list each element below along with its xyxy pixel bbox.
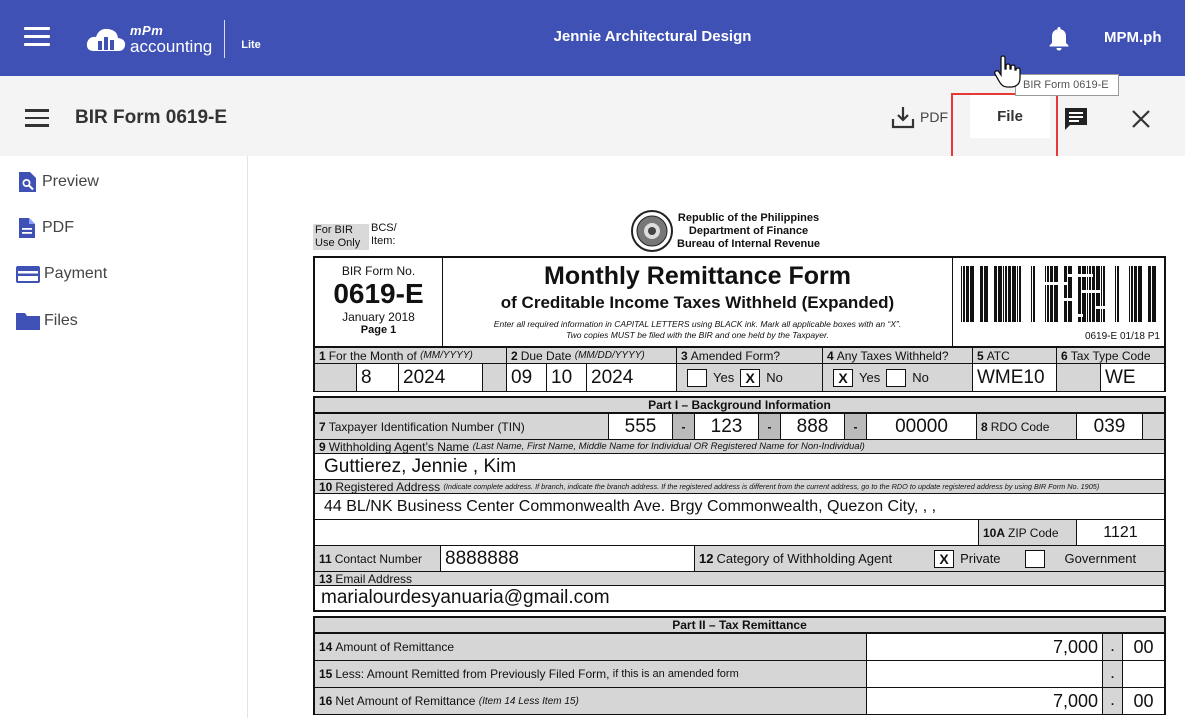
agent-name-label-row: 9 Withholding Agent’s Name (Last Name, First Name, Middle Name for Individual OR Registered Name for Non-Individual) [313, 440, 1166, 454]
tin-part-1: 555 [609, 414, 673, 439]
sidebar-item-pdf[interactable]: PDF [15, 216, 74, 240]
download-pdf-button[interactable] [890, 104, 948, 130]
brand-name: mPm accounting [130, 22, 213, 56]
amount-remittance-field: 7,000 [867, 634, 1103, 660]
net-remittance-cents: 00 [1123, 688, 1164, 714]
amended-yes-checkbox [687, 369, 707, 387]
sidebar-item-files[interactable]: Files [15, 309, 78, 333]
due-year-field: 2024 [587, 364, 677, 391]
fields-1-6-labels: 1 For the Month of (MM/YYYY) 2 Due Date (MM/DD/YYYY) 3 Amended Form? 4 Any Taxes Withheld? 5 ATC 6 Tax Type Code [313, 348, 1166, 364]
form-header [313, 208, 1166, 256]
main-menu-icon[interactable] [24, 27, 50, 47]
cloud-chart-icon [86, 25, 126, 53]
search-document-icon [15, 170, 39, 194]
amended-no-checkbox: X [740, 369, 760, 387]
bir-form-0619e [313, 208, 1166, 715]
logo-divider [224, 20, 225, 58]
tin-row: 7 Taxpayer Identification Number (TIN) 555 - 123 - 888 - 00000 8 RDO Code 039 [313, 414, 1166, 440]
fields-1-6-values [313, 364, 1166, 392]
for-bir-use: For BIR Use Only [313, 224, 369, 250]
government-checkbox [1025, 550, 1045, 568]
hand-cursor-icon [992, 55, 1024, 89]
page-title: BIR Form 0619-E [75, 107, 228, 128]
email-row [313, 586, 1166, 612]
amount-remittance-cents: 00 [1123, 634, 1164, 660]
zip-code-field: 1121 [1077, 520, 1164, 545]
part-2-header: Part II – Tax Remittance [313, 616, 1166, 634]
sidebar-item-preview[interactable]: Preview [15, 170, 99, 194]
withholding-category: 12 Category of Withholding Agent X Private Government [699, 550, 1137, 567]
agent-name-field: Guttierez, Jennie , Kim [315, 454, 1164, 479]
contact-row: 11 Contact Number 8888888 12 Category of Withholding Agent X Private Government [313, 546, 1166, 572]
bcs-item: BCS/ Item: [371, 222, 397, 247]
year-field: 2024 [399, 364, 483, 391]
remittance-row-14: 14 Amount of Remittance 7,000 . 00 [313, 634, 1166, 661]
amended-form-options: Yes X No [677, 364, 823, 391]
tin-part-2: 123 [695, 414, 759, 439]
file-button[interactable]: File [970, 94, 1050, 138]
close-icon[interactable] [1130, 108, 1152, 130]
tin-part-3: 888 [781, 414, 845, 439]
due-month-field: 09 [507, 364, 547, 391]
zip-row: 10A ZIP Code 1121 [313, 520, 1166, 546]
sidebar [0, 156, 248, 718]
document-preview [249, 156, 1185, 718]
barcode-block: 0619-E 01/18 P1 [953, 258, 1164, 346]
file-button-tooltip: BIR Form 0619-E [1015, 74, 1119, 96]
form-number-block: BIR Form No. 0619-E January 2018 Page 1 [315, 258, 443, 346]
edition-label: Lite [241, 39, 261, 51]
part-1-header: Part I – Background Information [313, 396, 1166, 414]
month-field: 8 [357, 364, 399, 391]
agency-name: Republic of the Philippines Department of Finance Bureau of Internal Revenue [677, 212, 821, 250]
account-menu[interactable]: MPM.ph [1104, 29, 1162, 46]
atc-field: WME10 [973, 364, 1057, 391]
form-title: Monthly Remittance Form of Creditable Income Taxes Withheld (Expanded) Enter all required information in CAPITAL LETTERS using BLACK ink. Mark all applicable boxes with an “X”. Two copies MUST be filed with the BIR and one held by the Taxpayer. [443, 258, 953, 346]
tin-branch: 00000 [867, 414, 977, 439]
taxes-withheld-options: X Yes No [823, 364, 973, 391]
bell-icon[interactable] [1047, 25, 1071, 51]
sidebar-item-payment[interactable]: Payment [15, 262, 107, 286]
company-name: Jennie Architectural Design [553, 28, 752, 45]
email-field: marialourdesyanuaria@gmail.com [315, 586, 1164, 610]
document-icon [15, 216, 39, 240]
withheld-no-checkbox [886, 369, 906, 387]
contact-number-field: 8888888 [441, 546, 695, 571]
download-icon [890, 104, 916, 130]
net-remittance-field: 7,000 [867, 688, 1103, 714]
remittance-row-15: 15 Less: Amount Remitted from Previously Filed Form, if this is an amended form . [313, 661, 1166, 688]
address-field: 44 BL/NK Business Center Commonwealth Ave. Brgy Commonwealth, Quezon City, , , [315, 494, 1164, 519]
tax-type-field: WE [1101, 364, 1164, 391]
email-label-row: 13 Email Address [313, 572, 1166, 586]
rdo-code-field: 039 [1077, 414, 1143, 439]
withheld-yes-checkbox: X [833, 369, 853, 387]
document-menu-icon[interactable] [25, 109, 49, 127]
comment-icon[interactable] [1062, 105, 1090, 133]
private-checkbox: X [934, 550, 954, 568]
due-day-field: 10 [547, 364, 587, 391]
address-row [313, 494, 1166, 520]
address-label-row: 10 Registered Address (Indicate complete address. If branch, indicate the branch address. If the registered address is different from the current address, go to the RDO to update registered address by using BIR Form No. 1905) [313, 480, 1166, 494]
form-title-block [313, 256, 1166, 348]
folder-icon [15, 309, 41, 333]
app-logo[interactable] [86, 20, 261, 58]
remittance-row-16: 16 Net Amount of Remittance (Item 14 Less Item 15) 7,000 . 00 [313, 688, 1166, 715]
barcode-icon [961, 266, 1157, 322]
bir-seal-icon [631, 210, 673, 252]
credit-card-icon [15, 262, 41, 286]
agent-name-row [313, 454, 1166, 480]
pdf-label: PDF [920, 109, 948, 125]
